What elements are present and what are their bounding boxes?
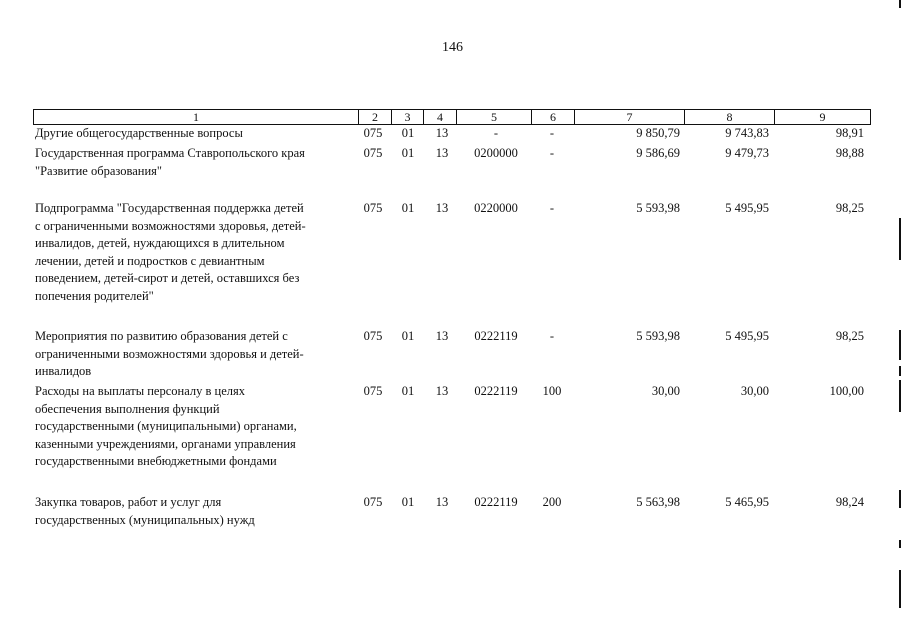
- cell-col-2: 075: [363, 146, 383, 160]
- row-name-line: ограниченными возможностями здоровья и детей-: [35, 346, 304, 361]
- cell-col-5: 0222119: [474, 329, 518, 343]
- cell-col-2: 075: [363, 384, 383, 398]
- cell-col-7: 5 593,98: [636, 329, 680, 343]
- cell-col-4: 13: [435, 146, 449, 160]
- scan-edge-mark: [899, 366, 901, 376]
- row-name-line: инвалидов, детей, нуждающихся в длительном: [35, 236, 285, 250]
- cell-col-8: 5 465,95: [725, 495, 769, 509]
- cell-col-6: -: [549, 126, 555, 140]
- cell-col-7: 30,00: [651, 384, 680, 398]
- scan-edge-mark: [899, 218, 901, 260]
- row-name-line: Расходы на выплаты персоналу в целях: [35, 384, 245, 398]
- cell-col-4: 13: [435, 495, 449, 509]
- cell-col-7: 9 586,69: [636, 146, 680, 160]
- cell-col-6: -: [549, 146, 555, 160]
- row-name: [35, 383, 353, 471]
- scan-edge-mark: [899, 540, 901, 548]
- row-name-line: с ограниченными возможностями здоровья, детей-: [35, 218, 306, 233]
- row-name-line: обеспечения выполнения функций: [35, 401, 220, 416]
- row-name: [35, 328, 353, 381]
- cell-col-8: 30,00: [740, 384, 769, 398]
- cell-col-3: 01: [401, 201, 415, 215]
- row-name-line: Закупка товаров, работ и услуг для: [35, 495, 222, 509]
- cell-col-9: 98,88: [835, 146, 864, 160]
- page-number: 146: [442, 40, 463, 55]
- table-header: [33, 109, 871, 125]
- cell-col-7: 9 850,79: [636, 126, 680, 140]
- cell-col-3: 01: [401, 495, 415, 509]
- cell-col-2: 075: [363, 201, 383, 215]
- cell-col-9: 100,00: [829, 384, 864, 398]
- header-cell-4: 4: [424, 110, 457, 124]
- cell-col-4: 13: [435, 384, 449, 398]
- cell-col-3: 01: [401, 126, 415, 140]
- cell-col-3: 01: [401, 384, 415, 398]
- cell-col-3: 01: [401, 329, 415, 343]
- header-cell-5: 5: [457, 110, 532, 124]
- cell-col-2: 075: [363, 329, 383, 343]
- row-name-line: казенными учреждениями, органами управления: [35, 436, 296, 451]
- row-name: [35, 145, 353, 180]
- cell-col-5: 0220000: [474, 201, 518, 215]
- cell-col-6: 200: [542, 495, 562, 509]
- cell-col-6: 100: [542, 384, 562, 398]
- scan-edge-mark: [899, 490, 901, 508]
- scan-edge-mark: [899, 330, 901, 360]
- header-cell-9: 9: [819, 110, 826, 124]
- header-cell-2: 2: [359, 110, 392, 124]
- row-name: [35, 200, 353, 305]
- cell-col-6: -: [549, 201, 555, 215]
- header-cell-8: 8: [685, 110, 775, 124]
- cell-col-7: 5 563,98: [636, 495, 680, 509]
- cell-col-5: -: [493, 126, 499, 140]
- row-name-line: лечении, детей и подростков с девиантным: [35, 253, 265, 268]
- header-cell-6: 6: [532, 110, 575, 124]
- cell-col-9: 98,24: [835, 495, 864, 509]
- cell-col-2: 075: [363, 495, 383, 509]
- scan-edge-mark: [899, 380, 901, 412]
- cell-col-5: 0222119: [474, 495, 518, 509]
- row-name-line: Государственная программа Ставропольского края: [35, 146, 305, 160]
- cell-col-9: 98,91: [835, 126, 864, 140]
- cell-col-3: 01: [401, 146, 415, 160]
- scan-edge-mark: [899, 570, 901, 608]
- scan-edge-mark: [899, 0, 901, 8]
- cell-col-9: 98,25: [835, 329, 864, 343]
- cell-col-8: 5 495,95: [725, 201, 769, 215]
- cell-col-5: 0200000: [474, 146, 518, 160]
- cell-col-8: 5 495,95: [725, 329, 769, 343]
- cell-col-8: 9 743,83: [725, 126, 769, 140]
- cell-col-4: 13: [435, 329, 449, 343]
- header-cell-3: 3: [392, 110, 424, 124]
- row-name-line: попечения родителей": [35, 288, 154, 303]
- row-name-line: Мероприятия по развитию образования детей с: [35, 329, 288, 343]
- cell-col-7: 5 593,98: [636, 201, 680, 215]
- row-name-line: "Развитие образования": [35, 163, 162, 178]
- cell-col-2: 075: [363, 126, 383, 140]
- header-cell-7: 7: [575, 110, 685, 124]
- cell-col-6: -: [549, 329, 555, 343]
- cell-col-4: 13: [435, 201, 449, 215]
- row-name-line: государственных (муниципальных) нужд: [35, 512, 255, 527]
- header-cell-1: 1: [34, 110, 359, 124]
- cell-col-4: 13: [435, 126, 449, 140]
- row-name-line: государственными (муниципальными) органами,: [35, 419, 297, 433]
- row-name-line: поведением, детей-сирот и детей, оставшихся без: [35, 271, 300, 285]
- row-name-line: инвалидов: [35, 364, 92, 378]
- row-name: [35, 125, 353, 143]
- row-name-line: государственными внебюджетными фондами: [35, 454, 277, 468]
- cell-col-8: 9 479,73: [725, 146, 769, 160]
- cell-col-5: 0222119: [474, 384, 518, 398]
- cell-col-9: 98,25: [835, 201, 864, 215]
- row-name-line: Подпрограмма "Государственная поддержка детей: [35, 201, 304, 215]
- row-name: [35, 494, 353, 529]
- row-name-line: Другие общегосударственные вопросы: [35, 126, 243, 140]
